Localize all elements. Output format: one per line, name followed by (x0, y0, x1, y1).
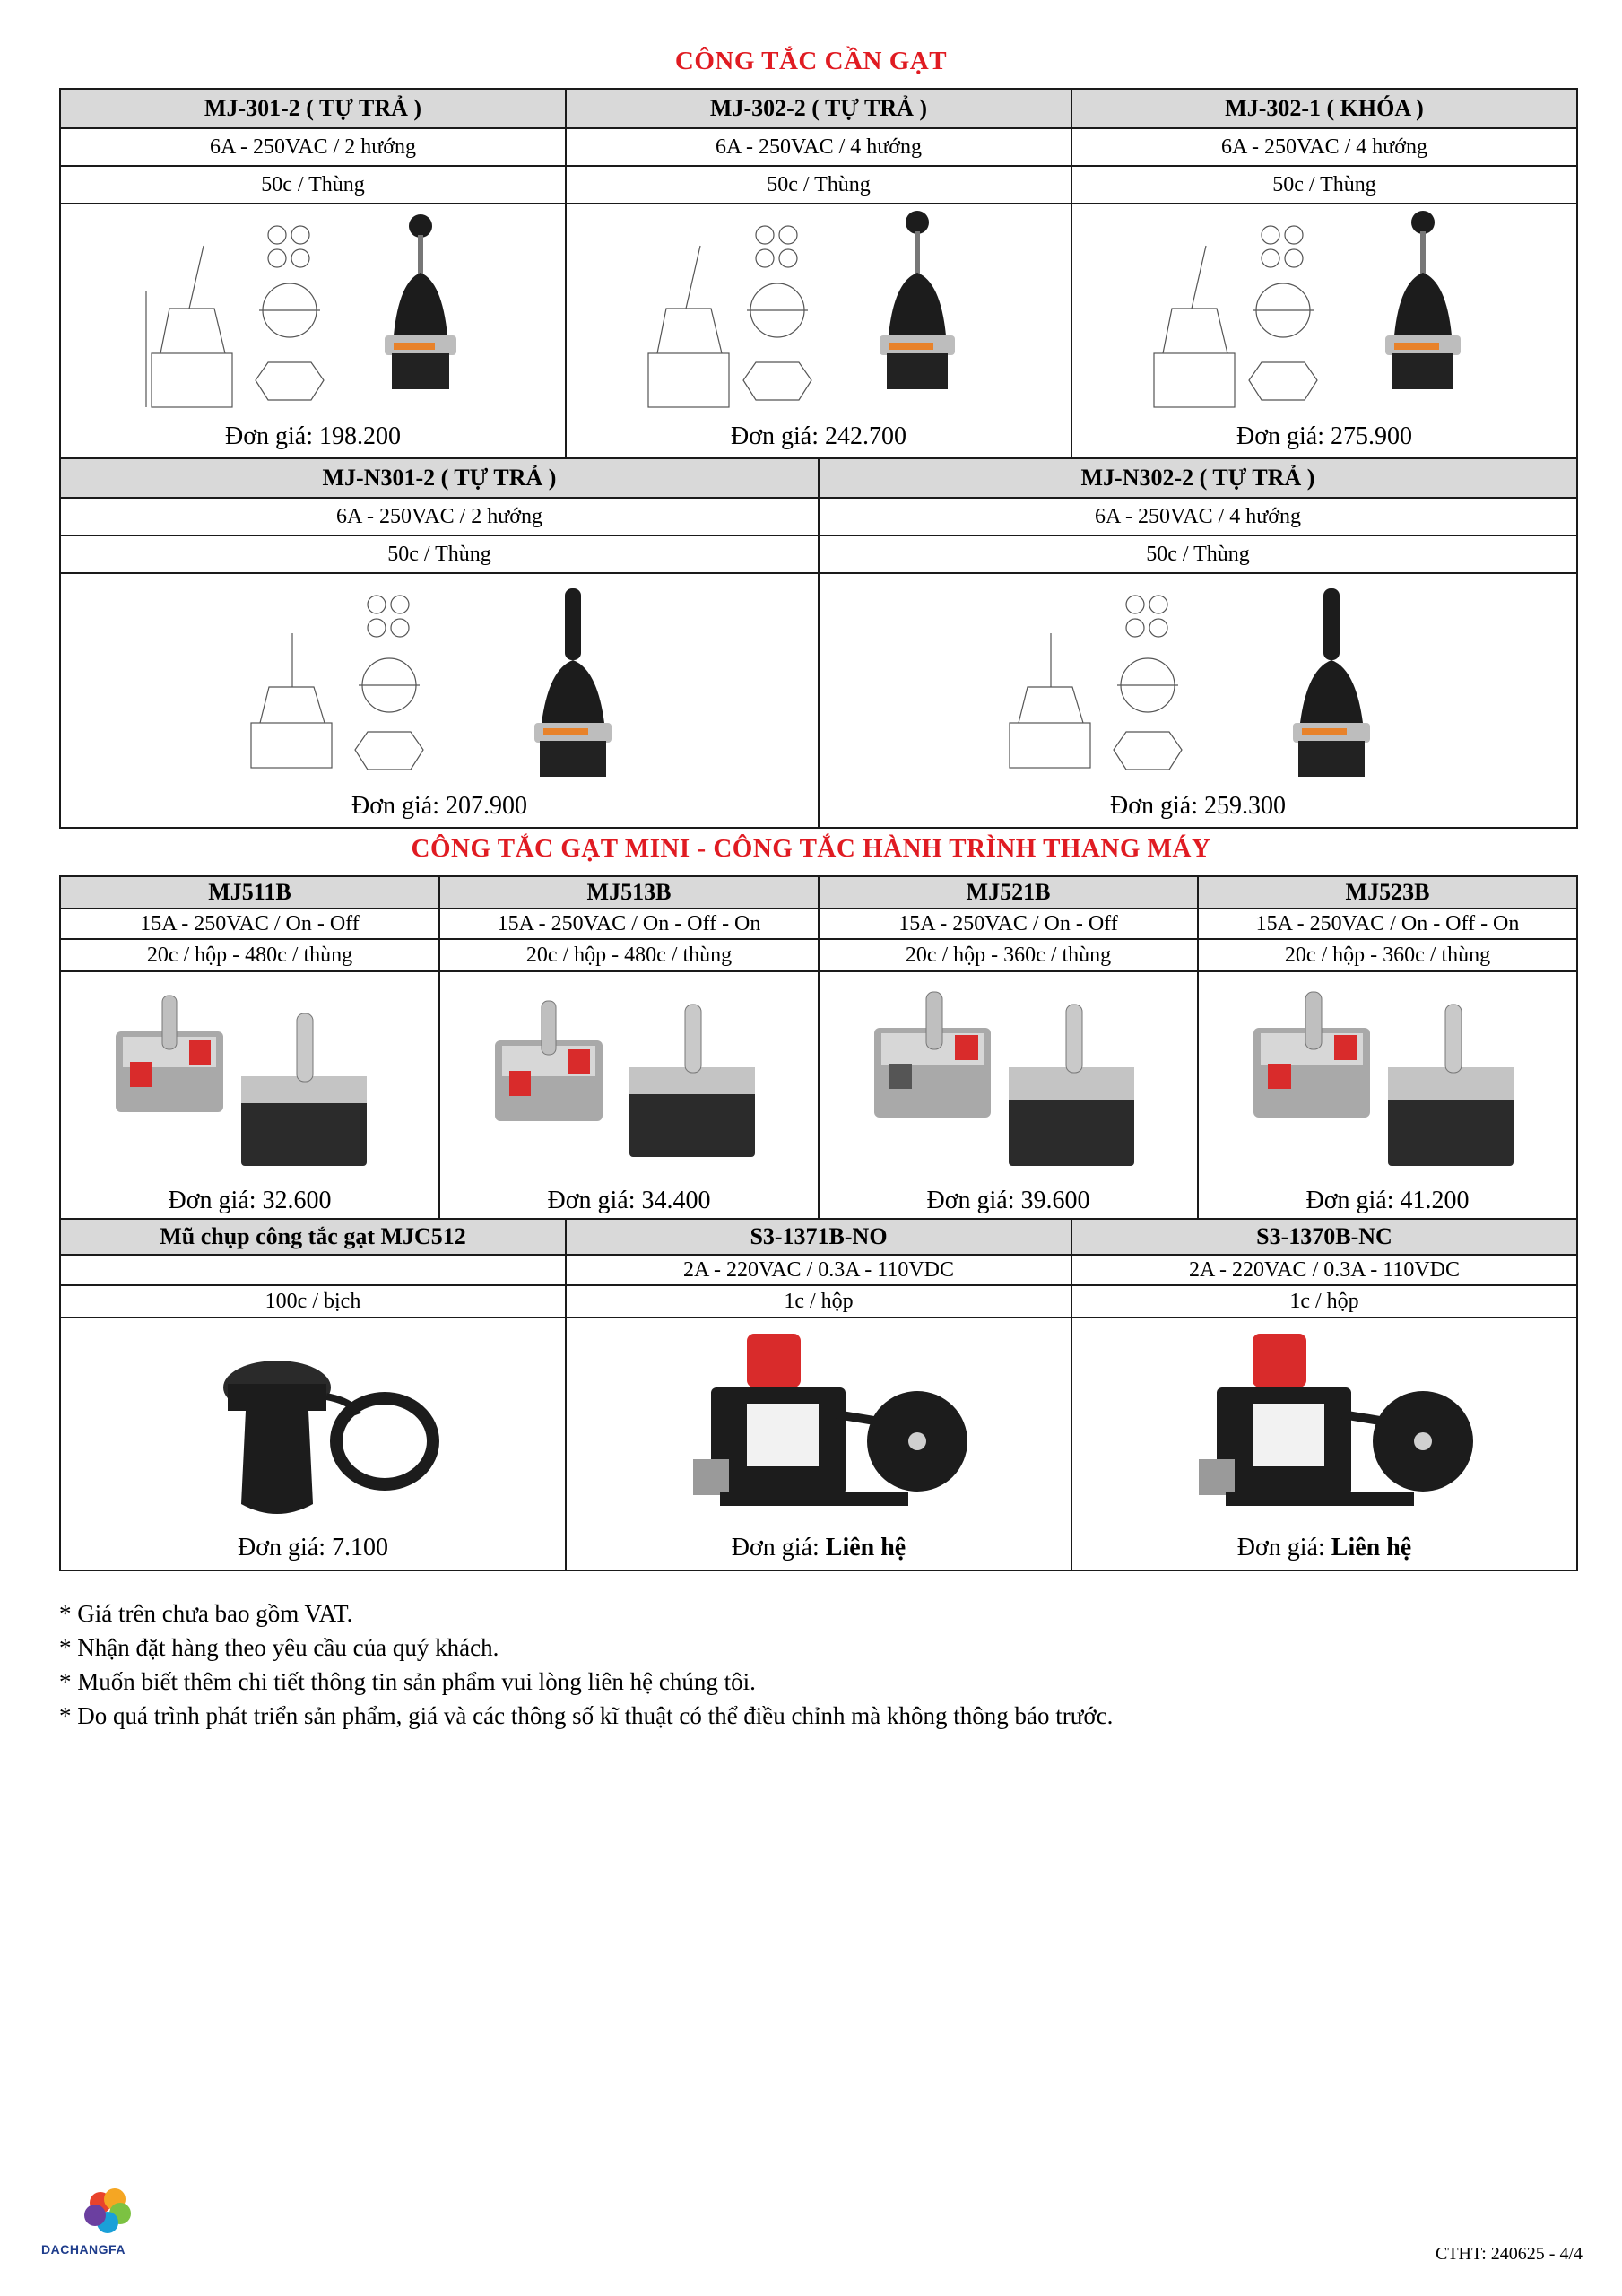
joystick-photo (1385, 211, 1461, 389)
product-spec: 6A - 250VAC / 4 hướng (566, 128, 1071, 166)
joystick-photo (385, 214, 456, 389)
mini-switch-table-2 (59, 1218, 1578, 1571)
price-label: Đơn giá: (224, 422, 313, 450)
price-row (567, 1535, 1071, 1561)
price-value: 207.900 (446, 792, 527, 820)
price-value: 259.300 (1204, 792, 1286, 820)
price-row (1072, 1535, 1576, 1561)
price-label: Đơn giá: (1236, 422, 1324, 450)
price-row (1072, 423, 1576, 450)
product-spec: 6A - 250VAC / 4 hướng (819, 498, 1577, 535)
company-logo-text: DACHANGFA (41, 2242, 126, 2257)
price-value: 32.600 (262, 1187, 332, 1214)
product-spec: 15A - 250VAC / On - Off - On (439, 909, 819, 939)
product-packing: 1c / hộp (1071, 1285, 1577, 1318)
lever-switch-table-2 (59, 457, 1578, 829)
joystick-photo (880, 211, 955, 389)
product-packing: 50c / Thùng (60, 535, 819, 573)
product-image-cell (60, 204, 566, 458)
price-label: Đơn giá: (547, 1187, 636, 1214)
price-row (61, 793, 818, 820)
lever-switch-table-1 (59, 88, 1578, 459)
toggle-switch-image (98, 978, 403, 1182)
joystick-drawing-image (215, 579, 664, 787)
price-row (61, 423, 565, 450)
product-name: MJ511B (60, 876, 439, 909)
product-image-cell (60, 573, 819, 828)
product-spec: 2A - 220VAC / 0.3A - 110VDC (1071, 1255, 1577, 1285)
price-row (1199, 1187, 1576, 1214)
page-footer-code: CTHT: 240625 - 4/4 (1436, 2244, 1583, 2264)
price-row (61, 1535, 565, 1561)
price-value: Liên hệ (825, 1534, 906, 1561)
product-image-cell (819, 573, 1577, 828)
joystick-drawing-image (974, 579, 1422, 787)
section-title-mini-switches: CÔNG TẮC GẠT MINI - CÔNG TẮC HÀNH TRÌNH THANG MÁY (411, 834, 1211, 863)
price-row (820, 793, 1576, 820)
price-label: Đơn giá: (237, 1534, 325, 1561)
product-image-cell (439, 971, 819, 1222)
toggle-switch-image (856, 978, 1161, 1182)
product-packing: 100c / bịch (60, 1285, 566, 1318)
product-image-cell (60, 1318, 566, 1570)
limit-switch-image (648, 1325, 989, 1529)
price-row (440, 1187, 818, 1214)
mini-switch-table-1 (59, 875, 1578, 1223)
price-label: Đơn giá: (926, 1187, 1015, 1214)
product-spec: 15A - 250VAC / On - Off - On (1198, 909, 1577, 939)
joystick-drawing-image (125, 210, 501, 418)
joystick-drawing-image (1136, 210, 1513, 418)
joystick-photo (1293, 588, 1370, 777)
product-packing: 20c / hộp - 480c / thùng (60, 939, 439, 971)
product-image-cell (566, 1318, 1071, 1570)
note-line: * Giá trên chưa bao gồm VAT. (59, 1600, 353, 1627)
price-label: Đơn giá: (168, 1187, 256, 1214)
joystick-drawing-image (630, 210, 1007, 418)
product-packing: 50c / Thùng (1071, 166, 1577, 204)
price-label: Đơn giá: (1109, 792, 1198, 820)
price-label: Đơn giá: (731, 1534, 820, 1561)
limit-switch-image (1154, 1325, 1495, 1529)
product-image-cell (1071, 1318, 1577, 1570)
product-packing: 50c / Thùng (566, 166, 1071, 204)
product-image-cell (60, 971, 439, 1222)
product-name: MJ513B (439, 876, 819, 909)
note-line: * Muốn biết thêm chi tiết thông tin sản phẩm vui lòng liên hệ chúng tôi. (59, 1668, 756, 1695)
price-label: Đơn giá: (730, 422, 819, 450)
price-label: Đơn giá: (1305, 1187, 1394, 1214)
note-line: * Nhận đặt hàng theo yêu cầu của quý khách. (59, 1634, 499, 1661)
product-spec: 2A - 220VAC / 0.3A - 110VDC (566, 1255, 1071, 1285)
product-name: S3-1370B-NC (1071, 1219, 1577, 1255)
product-name: MJ-302-2 ( TỰ TRẢ ) (566, 89, 1071, 128)
product-name: Mũ chụp công tắc gạt MJC512 (60, 1219, 566, 1255)
product-name: MJ521B (819, 876, 1198, 909)
product-image-cell (1198, 971, 1577, 1222)
product-packing: 20c / hộp - 360c / thùng (1198, 939, 1577, 971)
price-row (820, 1187, 1197, 1214)
price-value: 242.700 (825, 422, 906, 450)
product-name: MJ523B (1198, 876, 1577, 909)
product-spec: 6A - 250VAC / 4 hướng (1071, 128, 1577, 166)
note-line: * Do quá trình phát triển sản phẩm, giá và các thông số kĩ thuật có thể điều chỉnh mà không thông báo trước. (59, 1702, 1114, 1729)
product-spec: 6A - 250VAC / 2 hướng (60, 498, 819, 535)
product-packing: 50c / Thùng (60, 166, 566, 204)
product-image-cell (1071, 204, 1577, 458)
price-row (61, 1187, 438, 1214)
product-packing: 20c / hộp - 360c / thùng (819, 939, 1198, 971)
product-name: S3-1371B-NO (566, 1219, 1071, 1255)
price-value: 198.200 (319, 422, 401, 450)
price-row (567, 423, 1071, 450)
product-packing: 20c / hộp - 480c / thùng (439, 939, 819, 971)
price-label: Đơn giá: (351, 792, 439, 820)
price-label: Đơn giá: (1236, 1534, 1325, 1561)
section-title-lever-switches: CÔNG TẮC CẦN GẠT (674, 47, 948, 75)
product-name: MJ-302-1 ( KHÓA ) (1071, 89, 1577, 128)
product-spec: 15A - 250VAC / On - Off (819, 909, 1198, 939)
product-spec (60, 1255, 566, 1285)
price-value: 34.400 (641, 1187, 711, 1214)
product-packing: 1c / hộp (566, 1285, 1071, 1318)
toggle-switch-image (477, 978, 782, 1182)
product-image-cell (819, 971, 1198, 1222)
joystick-photo (534, 588, 612, 777)
product-name: MJ-N301-2 ( TỰ TRẢ ) (60, 458, 819, 498)
price-value: 41.200 (1400, 1187, 1470, 1214)
toggle-switch-image (1236, 978, 1540, 1182)
price-value: 39.600 (1020, 1187, 1090, 1214)
product-packing: 50c / Thùng (819, 535, 1577, 573)
rubber-cap-image (143, 1325, 483, 1529)
price-value: 275.900 (1331, 422, 1412, 450)
product-name: MJ-N302-2 ( TỰ TRẢ ) (819, 458, 1577, 498)
product-spec: 15A - 250VAC / On - Off (60, 909, 439, 939)
product-name: MJ-301-2 ( TỰ TRẢ ) (60, 89, 566, 128)
product-spec: 6A - 250VAC / 2 hướng (60, 128, 566, 166)
notes (59, 1596, 1113, 1733)
price-value: 7.100 (332, 1534, 388, 1561)
product-image-cell (566, 204, 1071, 458)
price-value: Liên hệ (1331, 1534, 1412, 1561)
